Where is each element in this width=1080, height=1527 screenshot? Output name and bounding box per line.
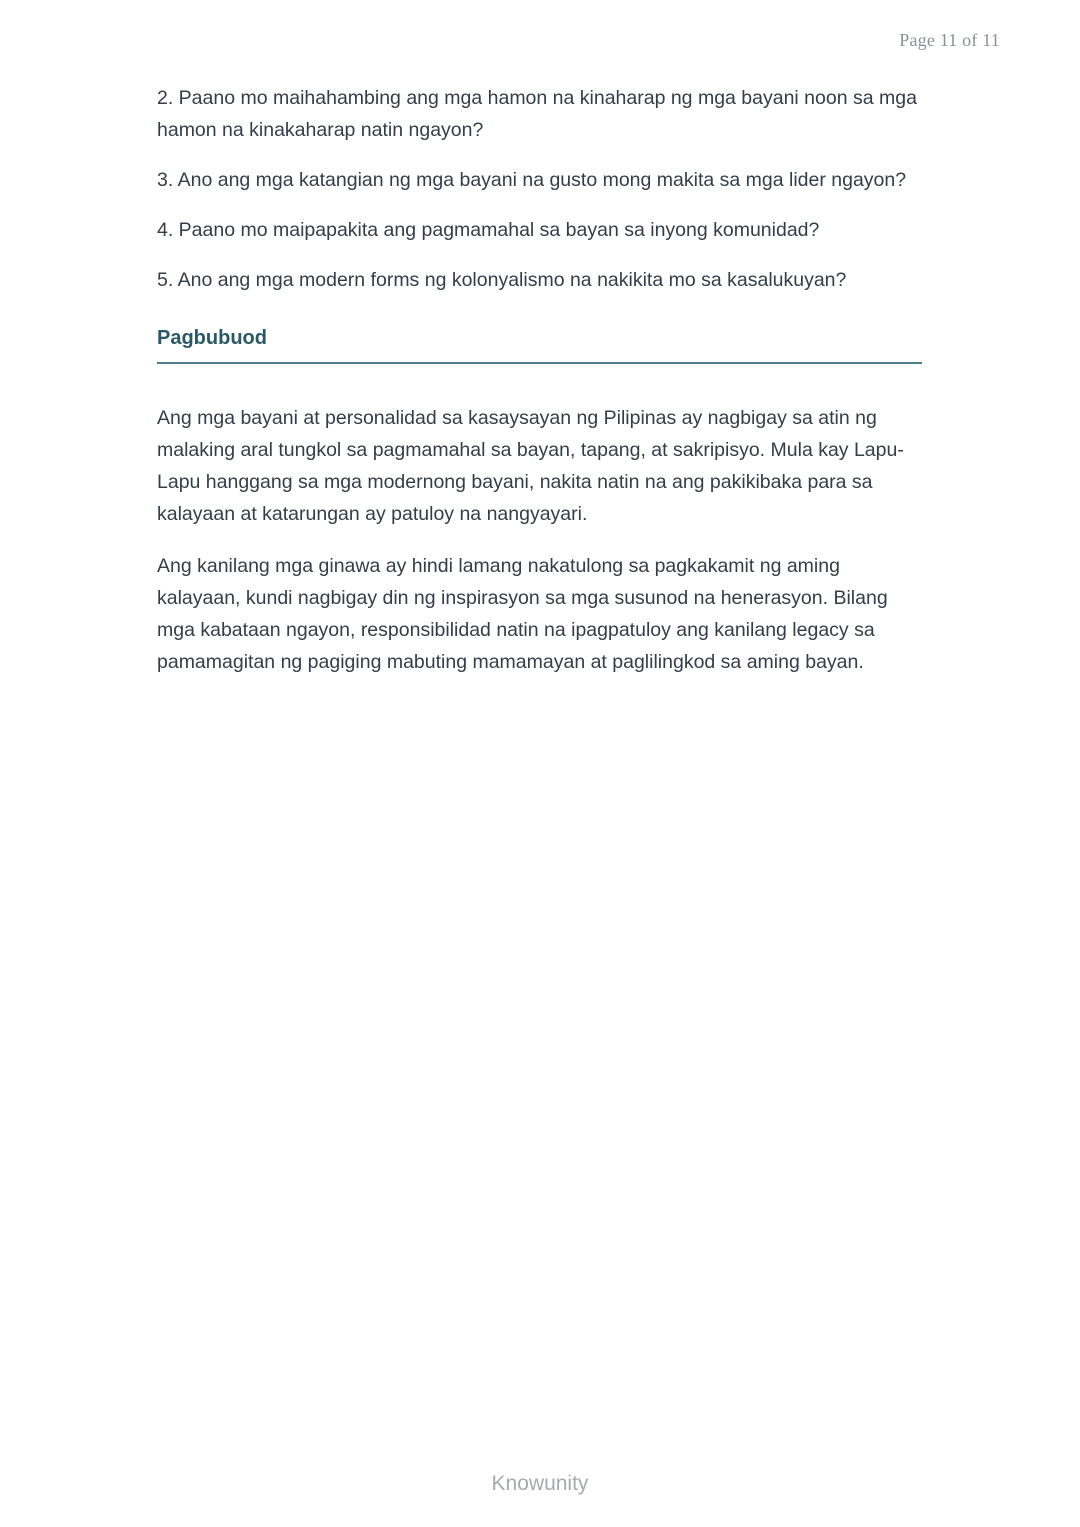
brand-watermark: Knowunity [491,1472,589,1495]
section-heading-pagbubuod: Pagbubuod [157,326,922,364]
summary-paragraph-1: Ang mga bayani at personalidad sa kasaysayan ng Pilipinas ay nagbigay sa atin ng malaking aral tungkol sa pagmamahal sa bayan, tapang, at sakripisyo. Mula kay Lapu-Lapu hanggang sa mga modernong bayani, nakita natin na ang pakikibaka para sa kalayaan at katarungan ay patuloy na nangyayari. [157,407,904,525]
document-content [157,82,922,698]
question-item-2: 2. Paano mo maihahambing ang mga hamon na kinaharap ng mga bayani noon sa mga hamon na kinakaharap natin ngayon? [157,87,917,141]
page-number: Page 11 of 11 [899,30,1000,50]
question-item-4: 4. Paano mo maipapakita ang pagmamahal sa bayan sa inyong komunidad? [157,219,820,241]
question-item-5: 5. Ano ang mga modern forms ng kolonyalismo na nakikita mo sa kasalukuyan? [157,269,847,291]
question-item-3: 3. Ano ang mga katangian ng mga bayani na gusto mong makita sa mga lider ngayon? [157,169,907,191]
summary-paragraph-2: Ang kanilang mga ginawa ay hindi lamang nakatulong sa pagkakamit ng aming kalayaan, kundi nagbigay din ng inspirasyon sa mga susunod na henerasyon. Bilang mga kabataan ngayon, responsibilidad natin na ipagpatuloy ang kanilang legacy sa pamamagitan ng pagiging mabuting mamamayan at paglilingkod sa aming bayan. [157,555,888,673]
